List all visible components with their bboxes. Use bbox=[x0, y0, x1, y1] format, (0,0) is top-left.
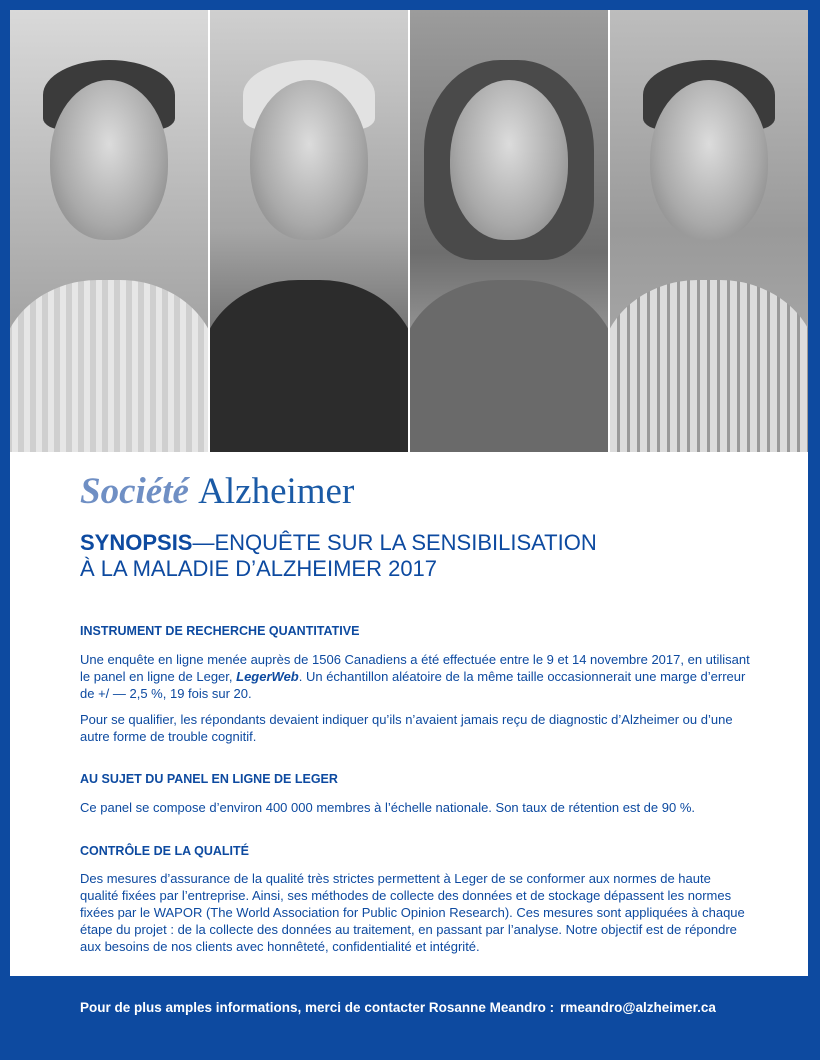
logo-part-societe: Société bbox=[80, 471, 189, 512]
paragraph-panel: Ce panel se compose d’environ 400 000 membres à l’échelle nationale. Son taux de rétention est de 90 %. bbox=[80, 800, 695, 815]
page-title bbox=[80, 530, 780, 582]
paragraph-quality: Des mesures d’assurance de la qualité très strictes permettent à Leger de se conformer aux normes de haute qualité fixées par l’entreprise. Ainsi, ses méthodes de collecte des données et de stockage dépassent les normes fixées par le WAPOR (The World Association for Public Opinion Research). Ces mesures sont appliquées à chaque étape du projet : de la collecte des données au traitement, en passant par l’analyse. Notre objectif est de répondre aux besoins de nos clients avec honnêteté, confidentialité et intégrité. bbox=[80, 871, 745, 954]
title-synopsis: SYNOPSIS bbox=[80, 530, 193, 555]
heading-quality: CONTRÔLE DE LA QUALITÉ bbox=[80, 844, 249, 858]
paragraph-instrument-2: Pour se qualifier, les répondants devaient indiquer qu’ils n’avaient jamais reçu de diagnostic d’Alzheimer ou d’une autre forme de trouble cognitif. bbox=[80, 712, 733, 744]
portrait-photo-4 bbox=[610, 10, 808, 452]
title-rest: —ENQUÊTE SUR LA SENSIBILISATION bbox=[192, 530, 597, 555]
societe-alzheimer-logo bbox=[80, 470, 354, 513]
logo-part-alzheimer: Alzheimer bbox=[198, 471, 355, 512]
legerweb-name: LegerWeb bbox=[236, 669, 299, 684]
portrait-photo-2 bbox=[210, 10, 408, 452]
portrait-photo-3 bbox=[410, 10, 608, 452]
portrait-photo-strip bbox=[10, 10, 808, 452]
contact-footer bbox=[80, 1000, 760, 1015]
heading-panel: AU SUJET DU PANEL EN LIGNE DE LEGER bbox=[80, 772, 338, 786]
title-line2: À LA MALADIE D’ALZHEIMER 2017 bbox=[80, 556, 438, 581]
portrait-photo-1 bbox=[10, 10, 208, 452]
contact-email-link[interactable]: rmeandro@alzheimer.ca bbox=[560, 1000, 716, 1015]
footer-text: Pour de plus amples informations, merci de contacter Rosanne Meandro : bbox=[80, 1000, 555, 1015]
heading-instrument: INSTRUMENT DE RECHERCHE QUANTITATIVE bbox=[80, 624, 360, 638]
paragraph-instrument-1: Une enquête en ligne menée auprès de 1506 Canadiens a été effectuée entre le 9 et 14 novembre 2017, en utilisant le panel en ligne de Leger, LegerWeb. Un échantillon aléatoire de la même taille occasionnerait une marge d’erreur de +/ — 2,5 %, 19 fois sur 20. bbox=[80, 652, 750, 701]
